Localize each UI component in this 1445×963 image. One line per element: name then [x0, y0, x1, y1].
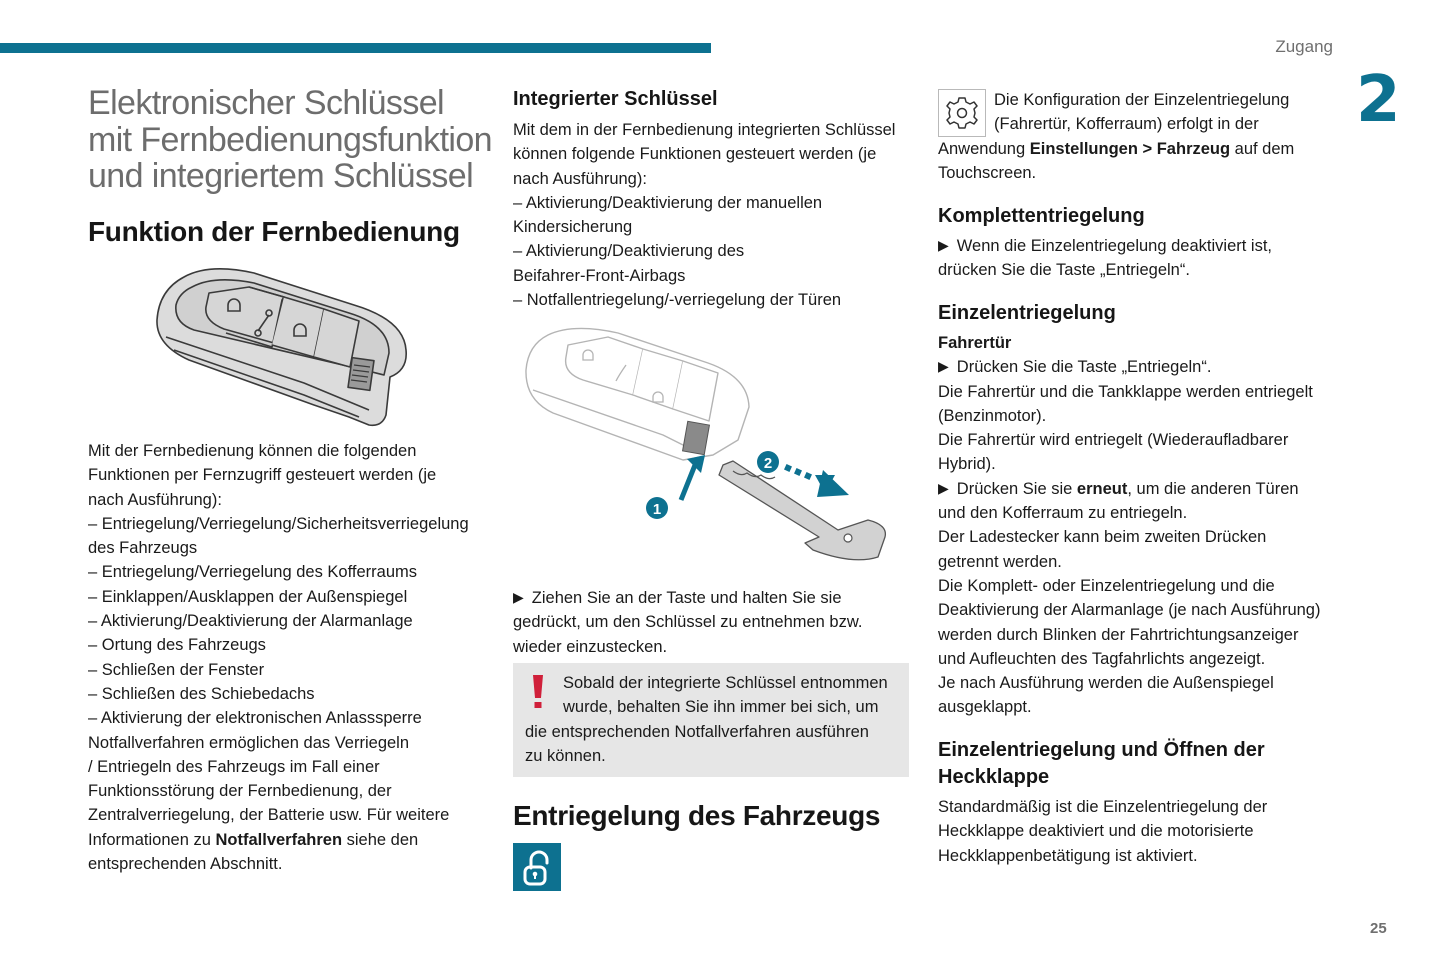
- text-line: Mit dem in der Fernbedienung integrierten Schlüssel: [513, 121, 896, 139]
- text-line: [938, 477, 1338, 501]
- list-item: – Aktivierung/Deaktivierung der Alarmanlage: [88, 612, 413, 631]
- text-line: [938, 234, 1338, 258]
- text-span: , um die anderen Türen: [1127, 479, 1299, 498]
- list-item: – Aktivierung/Deaktivierung des: [513, 242, 745, 261]
- text-line: Heckklappenbetätigung ist aktiviert.: [938, 846, 1198, 865]
- single-unlocking-paragraph: [938, 331, 1338, 720]
- heading-line: Heckklappe: [938, 766, 1050, 788]
- callout-1: 1: [652, 501, 662, 518]
- text-line: gedrückt, um den Schlüssel zu entnehmen bzw.: [513, 613, 863, 632]
- text-line: wieder einzustecken.: [513, 637, 668, 656]
- text-span: erneut: [1076, 479, 1128, 498]
- text-line: [938, 355, 1338, 379]
- text-span: Drücken Sie die Taste „Entriegeln“.: [956, 358, 1212, 377]
- text-line: Die Fahrertür wird entriegelt (Wiederaufladbarer: [938, 431, 1289, 450]
- text-line: [938, 137, 1338, 161]
- settings-path: Einstellungen > Fahrzeug: [1029, 139, 1231, 158]
- text-line: Hybrid).: [938, 455, 996, 474]
- title-line: Elektronischer Schlüssel: [88, 84, 444, 122]
- driver-door-subheading: Fahrertür: [938, 334, 1012, 352]
- text-line: Heckklappe deaktiviert und die motorisierte: [938, 822, 1254, 841]
- text-line: zu können.: [525, 746, 606, 765]
- text-line: nach Ausführung):: [513, 169, 647, 188]
- list-item: – Einklappen/Ausklappen der Außenspiegel: [88, 587, 408, 606]
- step-arrow-icon: ▶: [513, 589, 524, 605]
- title-line: mit Fernbedienungsfunktion: [88, 120, 492, 159]
- text-line: [513, 586, 913, 610]
- remote-function-heading: Funktion der Fernbedienung: [88, 216, 460, 247]
- list-item: – Notfallentriegelung/-verriegelung der Türen: [513, 291, 842, 310]
- text-span: Informationen zu: [88, 830, 216, 849]
- text-line: wurde, behalten Sie ihn immer bei sich, um: [563, 698, 879, 717]
- text-line: Funktionen per Fernzugriff gesteuert werden (je: [88, 466, 437, 485]
- text-line: [88, 828, 488, 852]
- text-span: siehe den: [342, 830, 419, 849]
- tailgate-paragraph: [938, 795, 1338, 868]
- text-line: Standardmäßig ist die Einzelentriegelung der: [938, 798, 1268, 816]
- text-line: (Benzinmotor).: [938, 406, 1047, 425]
- text-line: nach Ausführung):: [88, 490, 222, 509]
- page-number: 25: [1370, 920, 1387, 937]
- text-line: und Aufleuchten des Tagfahrlichts angezeigt.: [938, 649, 1266, 668]
- integrated-key-heading: Integrierter Schlüssel: [513, 88, 718, 110]
- text-span: auf dem: [1230, 139, 1295, 158]
- text-line: Notfallverfahren ermöglichen das Verriegeln: [88, 733, 410, 752]
- text-span: Anwendung: [938, 139, 1030, 158]
- text-line: Je nach Ausführung werden die Außenspiegel: [938, 674, 1274, 693]
- list-item: Beifahrer-Front-Airbags: [513, 266, 686, 285]
- integrated-key-paragraph: [513, 118, 913, 312]
- text-span: Wenn die Einzelentriegelung deaktiviert ist,: [956, 237, 1272, 255]
- text-line: Der Ladestecker kann beim zweiten Drücken: [938, 528, 1267, 547]
- step-arrow-icon: ▶: [938, 237, 949, 253]
- text-line: entsprechenden Abschnitt.: [88, 855, 283, 874]
- callout-2: 2: [763, 455, 773, 472]
- text-line: ausgeklappt.: [938, 698, 1032, 717]
- step-arrow-icon: ▶: [938, 358, 949, 375]
- list-item: – Entriegelung/Verriegelung/Sicherheitsverriegelung: [88, 514, 469, 533]
- complete-unlocking-heading: Komplettentriegelung: [938, 205, 1145, 227]
- text-line: / Entriegeln des Fahrzeugs im Fall einer: [88, 757, 380, 776]
- text-span: Drücken Sie sie: [956, 479, 1077, 498]
- text-line: Mit der Fernbedienung können die folgenden: [88, 442, 417, 460]
- list-item: – Entriegelung/Verriegelung des Kofferraums: [88, 563, 417, 582]
- warning-box: [513, 663, 909, 777]
- single-unlocking-heading: Einzelentriegelung: [938, 302, 1116, 324]
- section-label: Zugang: [1275, 37, 1333, 56]
- list-item: – Aktivierung/Deaktivierung der manuellen: [513, 193, 823, 212]
- list-item: – Schließen des Schiebedachs: [88, 684, 315, 703]
- text-line: Die Fahrertür und die Tankklappe werden entriegelt: [938, 382, 1313, 401]
- text-line: die entsprechenden Notfallverfahren ausführen: [525, 722, 869, 741]
- list-item: – Ortung des Fahrzeugs: [88, 636, 266, 655]
- text-line: Die Konfiguration der Einzelentriegelung: [994, 91, 1290, 109]
- emergency-procedures-link-text: Notfallverfahren: [215, 830, 343, 849]
- list-item: des Fahrzeugs: [88, 539, 198, 558]
- tailgate-heading: [938, 737, 1265, 791]
- text-line: Sobald der integrierte Schlüssel entnommen: [563, 674, 888, 692]
- list-item: – Aktivierung der elektronischen Anlasssperre: [88, 709, 422, 728]
- text-span: Ziehen Sie an der Taste und halten Sie sie: [531, 589, 842, 607]
- text-line: (Fahrertür, Kofferraum) erfolgt in der: [994, 115, 1259, 134]
- text-line: und den Kofferraum zu entriegeln.: [938, 504, 1188, 523]
- text-line: Die Komplett- oder Einzelentriegelung und die: [938, 576, 1275, 595]
- remote-intro-paragraph: [88, 439, 488, 876]
- text-line: getrennt werden.: [938, 552, 1062, 571]
- title-line: und integriertem Schlüssel: [88, 157, 474, 195]
- key-extraction-illustration: [523, 325, 903, 570]
- list-item: Kindersicherung: [513, 218, 633, 237]
- text-line: können folgende Funktionen gesteuert werden (je: [513, 145, 877, 164]
- vehicle-unlocking-heading: Entriegelung des Fahrzeugs: [513, 800, 881, 831]
- unlock-padlock-icon: [513, 843, 561, 891]
- warning-text: [525, 671, 905, 768]
- list-item: – Schließen der Fenster: [88, 660, 265, 679]
- config-paragraph: [938, 88, 1338, 185]
- text-line: drücken Sie die Taste „Entriegeln“.: [938, 261, 1190, 280]
- text-line: Zentralverriegelung, der Batterie usw. Für weitere: [88, 806, 450, 825]
- instruction-paragraph: [513, 586, 913, 659]
- page-title: [88, 85, 498, 195]
- heading-line: Einzelentriegelung und Öffnen der: [938, 739, 1265, 761]
- chapter-number: 2: [1356, 63, 1400, 137]
- step-arrow-icon: ▶: [938, 479, 949, 496]
- chapter-accent-bar: [0, 43, 711, 53]
- remote-key-fob-illustration: [154, 265, 414, 430]
- text-line: werden durch Blinken der Fahrtrichtungsanzeiger: [938, 625, 1299, 644]
- text-line: Funktionsstörung der Fernbedienung, der: [88, 782, 392, 801]
- complete-unlocking-paragraph: [938, 234, 1338, 283]
- text-line: Touchscreen.: [938, 163, 1037, 182]
- text-line: Deaktivierung der Alarmanlage (je nach Ausführung): [938, 601, 1321, 620]
